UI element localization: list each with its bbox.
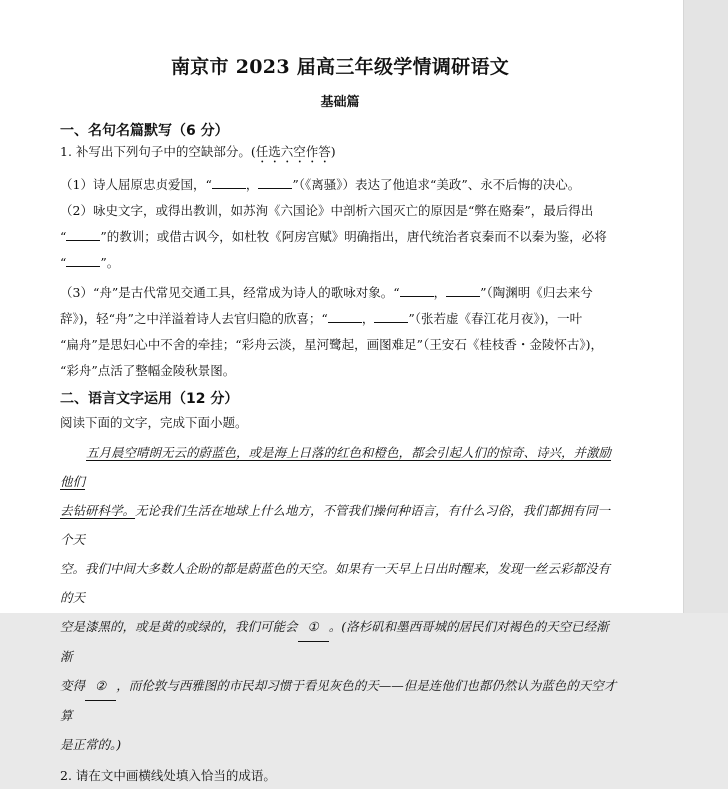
item2-quote-open2: “ bbox=[60, 255, 67, 270]
q1-prefix: 1. 补写出下列句子中的空缺部分。( bbox=[60, 144, 256, 159]
answer-blank[interactable] bbox=[258, 174, 292, 189]
item2-line3 bbox=[60, 250, 620, 276]
item2-line2-text: ”的教训；或借古讽今，如杜牧《阿房宫赋》明确指出，唐代统治者哀秦而不以秦为鉴，必将 bbox=[100, 229, 607, 244]
item2-line3-text: ”。 bbox=[100, 255, 120, 270]
answer-blank[interactable] bbox=[328, 308, 362, 323]
reading-passage bbox=[60, 438, 620, 759]
passage-line2 bbox=[60, 496, 620, 554]
item3-line3: “扁舟”是思妇心中不舍的牵挂；“彩舟云淡，星河鹭起，画图难足”（王安石《桂枝香・金陵怀古》)， bbox=[60, 337, 603, 352]
passage-line1 bbox=[60, 438, 620, 496]
item3-line2 bbox=[60, 306, 620, 332]
passage-line5 bbox=[60, 671, 620, 730]
item3-text-2a: 辞》)，轻“舟”之中洋溢着诗人去官归隐的欣喜；“ bbox=[60, 311, 328, 326]
item2-quote-open: “ bbox=[60, 229, 67, 244]
question-1 bbox=[60, 140, 620, 166]
item3-text-c: ”（陶渊明《归去来兮 bbox=[480, 285, 593, 300]
blank-2[interactable]: ② bbox=[85, 671, 116, 701]
item1-text-end: ”（《离骚》）表达了他追求“美政”、永不后悔的决心。 bbox=[292, 177, 581, 192]
passage-text-4b: 。(洛杉矶和墨西哥城的居民们对褐色的天空已经渐渐 bbox=[60, 619, 609, 664]
passage-text: 无论我们生活在地球上什么地方，不管我们操何种语言，有什么习俗，我们都拥有同一个天 bbox=[60, 503, 611, 547]
passage-line6: 是正常的。) bbox=[60, 737, 122, 752]
section2-intro: 阅读下面的文字，完成下面小题。 bbox=[60, 415, 248, 430]
q1-suffix: ) bbox=[330, 144, 336, 159]
item-3 bbox=[60, 280, 620, 384]
passage-text-5a: 变得 bbox=[60, 678, 86, 693]
answer-blank[interactable] bbox=[212, 174, 246, 189]
answer-blank[interactable] bbox=[400, 282, 434, 297]
underlined-sentence: 五月晨空晴朗无云的蔚蓝色，或是海上日落的红色和橙色，都会引起人们的惊奇、诗兴，并激励他们 bbox=[60, 445, 612, 489]
passage-line4 bbox=[60, 612, 620, 671]
item-2 bbox=[60, 198, 620, 276]
scrollbar-track[interactable] bbox=[683, 0, 728, 613]
item2-line1: （2）咏史文字，或得出教训，如苏洵《六国论》中剖析六国灭亡的原因是“弊在赂秦”，最后得出 bbox=[60, 203, 594, 218]
passage-text-4a: 空是漆黑的，或是黄的或绿的，我们可能会 bbox=[60, 619, 298, 634]
item3-sep2: ， bbox=[361, 311, 375, 326]
doc-subtitle: 基础篇 bbox=[320, 95, 360, 110]
answer-blank[interactable] bbox=[374, 308, 408, 323]
question-2: 2. 请在文中画横线处填入恰当的成语。 bbox=[60, 768, 276, 783]
section2-heading: 二、语言文字运用（12 分） bbox=[60, 391, 239, 407]
blank-1[interactable]: ① bbox=[298, 612, 329, 642]
item-1 bbox=[60, 172, 620, 198]
answer-blank[interactable] bbox=[66, 226, 100, 241]
item3-line1 bbox=[60, 280, 620, 306]
item3-line4: “彩舟”点活了整幅金陵秋景图。 bbox=[60, 363, 236, 378]
item3-text-a: （3）“舟”是古代常见交通工具，经常成为诗人的歌咏对象。“ bbox=[60, 285, 400, 300]
passage-text-5b: ，而伦敦与西雅图的市民却习惯于看见灰色的天——但是连他们也都仍然认为蓝色的天空才算 bbox=[60, 678, 617, 723]
q1-dotted: 任选六空作答 bbox=[255, 144, 331, 159]
section1-heading: 一、名句名篇默写（6 分） bbox=[60, 123, 229, 139]
item1-sep: ， bbox=[245, 177, 259, 192]
passage-line3: 空。我们中间大多数人企盼的都是蔚蓝色的天空。如果有一天早上日出时醒来，发现一丝云彩都没有的天 bbox=[60, 561, 611, 605]
doc-title: 南京市 2023 届高三年级学情调研语文 bbox=[170, 56, 510, 78]
item1-text: （1）诗人屈原忠贞爱国，“ bbox=[60, 177, 212, 192]
item3-sep: ， bbox=[433, 285, 447, 300]
answer-blank[interactable] bbox=[446, 282, 480, 297]
answer-blank[interactable] bbox=[66, 252, 100, 267]
underlined-sentence-end: 去钻研科学。 bbox=[60, 503, 136, 518]
item3-text-2c: ”（张若虚《春江花月夜》)，一叶 bbox=[408, 311, 583, 326]
item2-line2 bbox=[60, 224, 620, 250]
document-content bbox=[60, 52, 620, 789]
